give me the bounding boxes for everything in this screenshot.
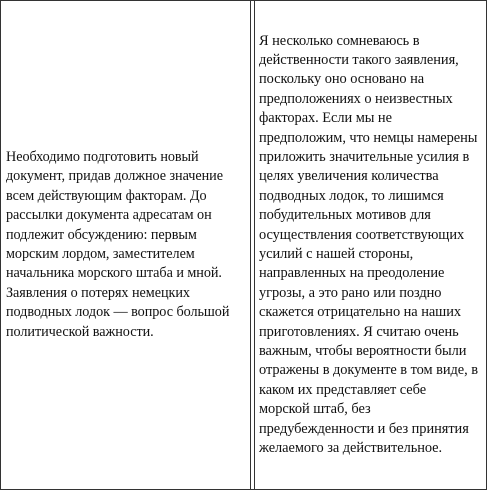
right-cell	[254, 1, 486, 489]
left-paragraph: Необходимо подготовить новый документ, придав должное значение всем действующим факторам. До рассылки документа адресатам он подлежит обсуждению: первым морским лордом, заместителем начальника морского штаба и мной. Заявления о потерях немецких подводных лодок — вопрос большой политической важности.	[6, 148, 230, 340]
left-cell	[1, 1, 251, 489]
right-paragraph: Я несколько сомневаюсь в действенности такого заявления, поскольку оно основано на предположениях о неизвестных факторах. Если мы не предположим, что немцы намерены приложить значительные усилия в целях увеличения количества подводных лодок, то лишимся побудительных мотивов для осуществления соответствующих усилий с нашей стороны, направленных на преодоление угрозы, а это рано или поздно скажется отрицательно на наших приготовлениях. Я считаю очень важным, чтобы вероятности были отражены в документе в том виде, в каком их представляет себе морской штаб, без предубежденности и без принятия желаемого за действительное.	[259, 32, 478, 457]
